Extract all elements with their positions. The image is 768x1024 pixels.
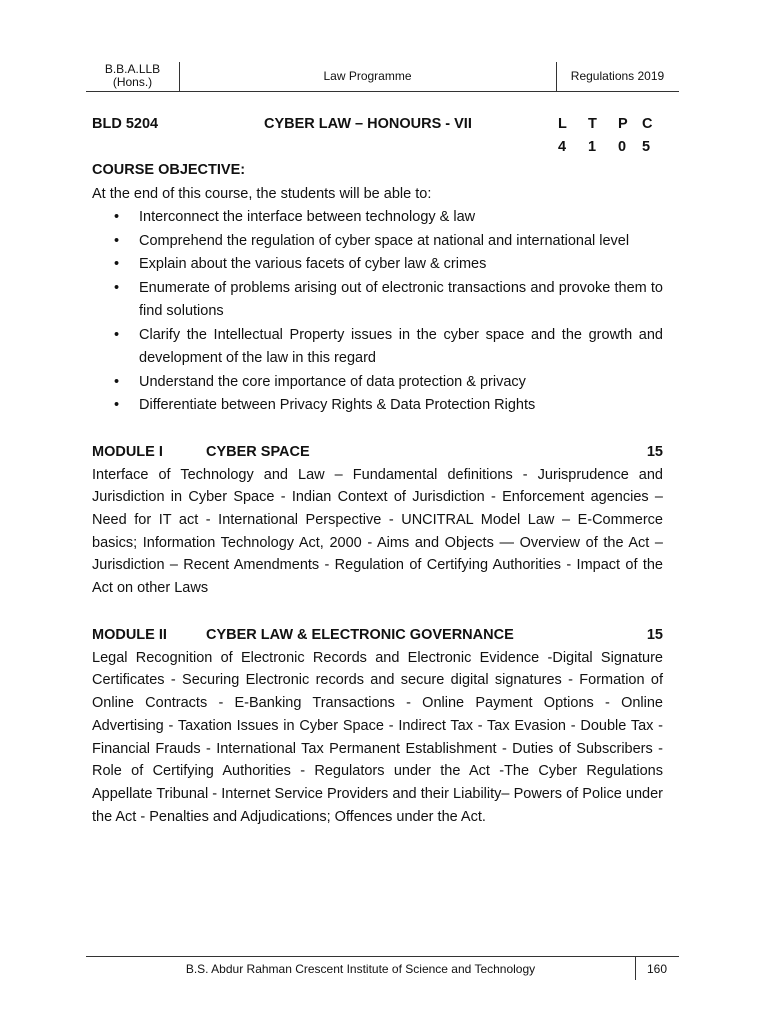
bullet-icon: •: [114, 209, 120, 225]
list-item: [92, 371, 663, 395]
ltpc-label-c: C: [642, 116, 653, 132]
list-item-text: Clarify the Intellectual Property issues in the cyber space and the growth and development of the law in this regard: [139, 326, 663, 366]
list-item-text: Comprehend the regulation of cyber space at national and international level: [139, 232, 630, 249]
program-name: [86, 63, 179, 89]
list-item-text: Understand the core importance of data protection & privacy: [139, 373, 526, 390]
bullet-icon: •: [114, 232, 120, 249]
list-item: [92, 324, 663, 371]
module-1-label: MODULE I: [92, 443, 163, 460]
page-header: [86, 60, 679, 92]
module-2-title: CYBER LAW & ELECTRONIC GOVERNANCE: [206, 626, 514, 643]
bullet-icon: •: [114, 397, 120, 413]
bullet-icon: •: [114, 326, 120, 343]
program-line-2: (Hons.): [112, 75, 153, 89]
page-footer: [86, 956, 679, 982]
page-number: 160: [646, 962, 668, 976]
footer-rule: [86, 956, 679, 957]
ltpc-value-p: 0: [618, 139, 627, 155]
bullet-icon: •: [114, 279, 120, 296]
ltpc-value-l: 4: [558, 139, 567, 155]
ltpc-label-t: T: [588, 116, 597, 132]
ltpc-value-t: 1: [588, 139, 597, 155]
program-line-1: B.B.A.LLB: [104, 62, 161, 76]
course-title: CYBER LAW – HONOURS - VII: [264, 116, 472, 132]
header-center-text: Law Programme: [323, 69, 412, 83]
module-1-heading: [92, 441, 663, 464]
header-regulations: Regulations 2019: [570, 69, 665, 83]
module-1-content: Interface of Technology and Law – Fundamental definitions - Jurisprudence and Jurisdiction in Cyber Space - Indian Context of Jurisdiction - Enforcement agencies – Need for IT act - International Perspective - UNCITRAL Model Law – E-Commerce basics; Information Technology Act, 2000 - Aims and Objects — Overview of the Act – Jurisdiction – Recent Amendments - Regulation of Certifying Authorities - Impact of the Act on other Laws: [92, 466, 663, 597]
ltpc-values-row: [92, 136, 663, 159]
ltpc-value-c: 5: [642, 139, 651, 155]
objective-list: [92, 206, 663, 418]
list-item: [92, 206, 663, 230]
module-1-title: CYBER SPACE: [206, 443, 310, 460]
module-2-label: MODULE II: [92, 626, 167, 643]
module-1-hours: 15: [646, 443, 663, 460]
list-item-text: Interconnect the interface between technology & law: [139, 209, 476, 225]
course-code: BLD 5204: [92, 116, 159, 132]
module-2-heading: [92, 624, 663, 647]
bullet-icon: •: [114, 373, 120, 390]
header-rule: [86, 91, 679, 92]
list-item-text: Enumerate of problems arising out of electronic transactions and provoke them to find solutions: [139, 279, 663, 319]
ltpc-label-l: L: [558, 116, 567, 132]
list-item: [92, 277, 663, 324]
objective-heading: COURSE OBJECTIVE:: [92, 162, 246, 178]
ltpc-label-p: P: [618, 116, 628, 132]
course-title-row: [92, 113, 663, 136]
list-item: [92, 230, 663, 254]
list-item-text: Differentiate between Privacy Rights & Data Protection Rights: [139, 397, 536, 413]
list-item: [92, 253, 663, 277]
bullet-icon: •: [114, 256, 120, 272]
module-2-hours: 15: [646, 626, 663, 643]
objective-intro: At the end of this course, the students will be able to:: [92, 185, 432, 202]
module-2-content: Legal Recognition of Electronic Records and Electronic Evidence -Digital Signature Certificates - Securing Electronic records and secure digital signatures - Formation of Online Contracts - E-Banking Transactions - Online Payment Options - Online Advertising - Taxation Issues in Cyber Space - Indirect Tax - Tax Evasion - Double Tax - Financial Frauds - International Tax Permanent Establishment - Duties of Subscribers - Role of Certifying Authorities - Regulators under the Act -The Cyber Regulations Appellate Tribunal - Internet Service Providers and their Liability– Powers of Police under the Act - Penalties and Adjudications; Offences under the Act.: [92, 649, 663, 825]
institution-name: B.S. Abdur Rahman Crescent Institute of Science and Technology: [185, 962, 536, 976]
list-item-text: Explain about the various facets of cyber law & crimes: [139, 256, 487, 272]
list-item: [92, 394, 663, 418]
document-body: [92, 113, 663, 828]
